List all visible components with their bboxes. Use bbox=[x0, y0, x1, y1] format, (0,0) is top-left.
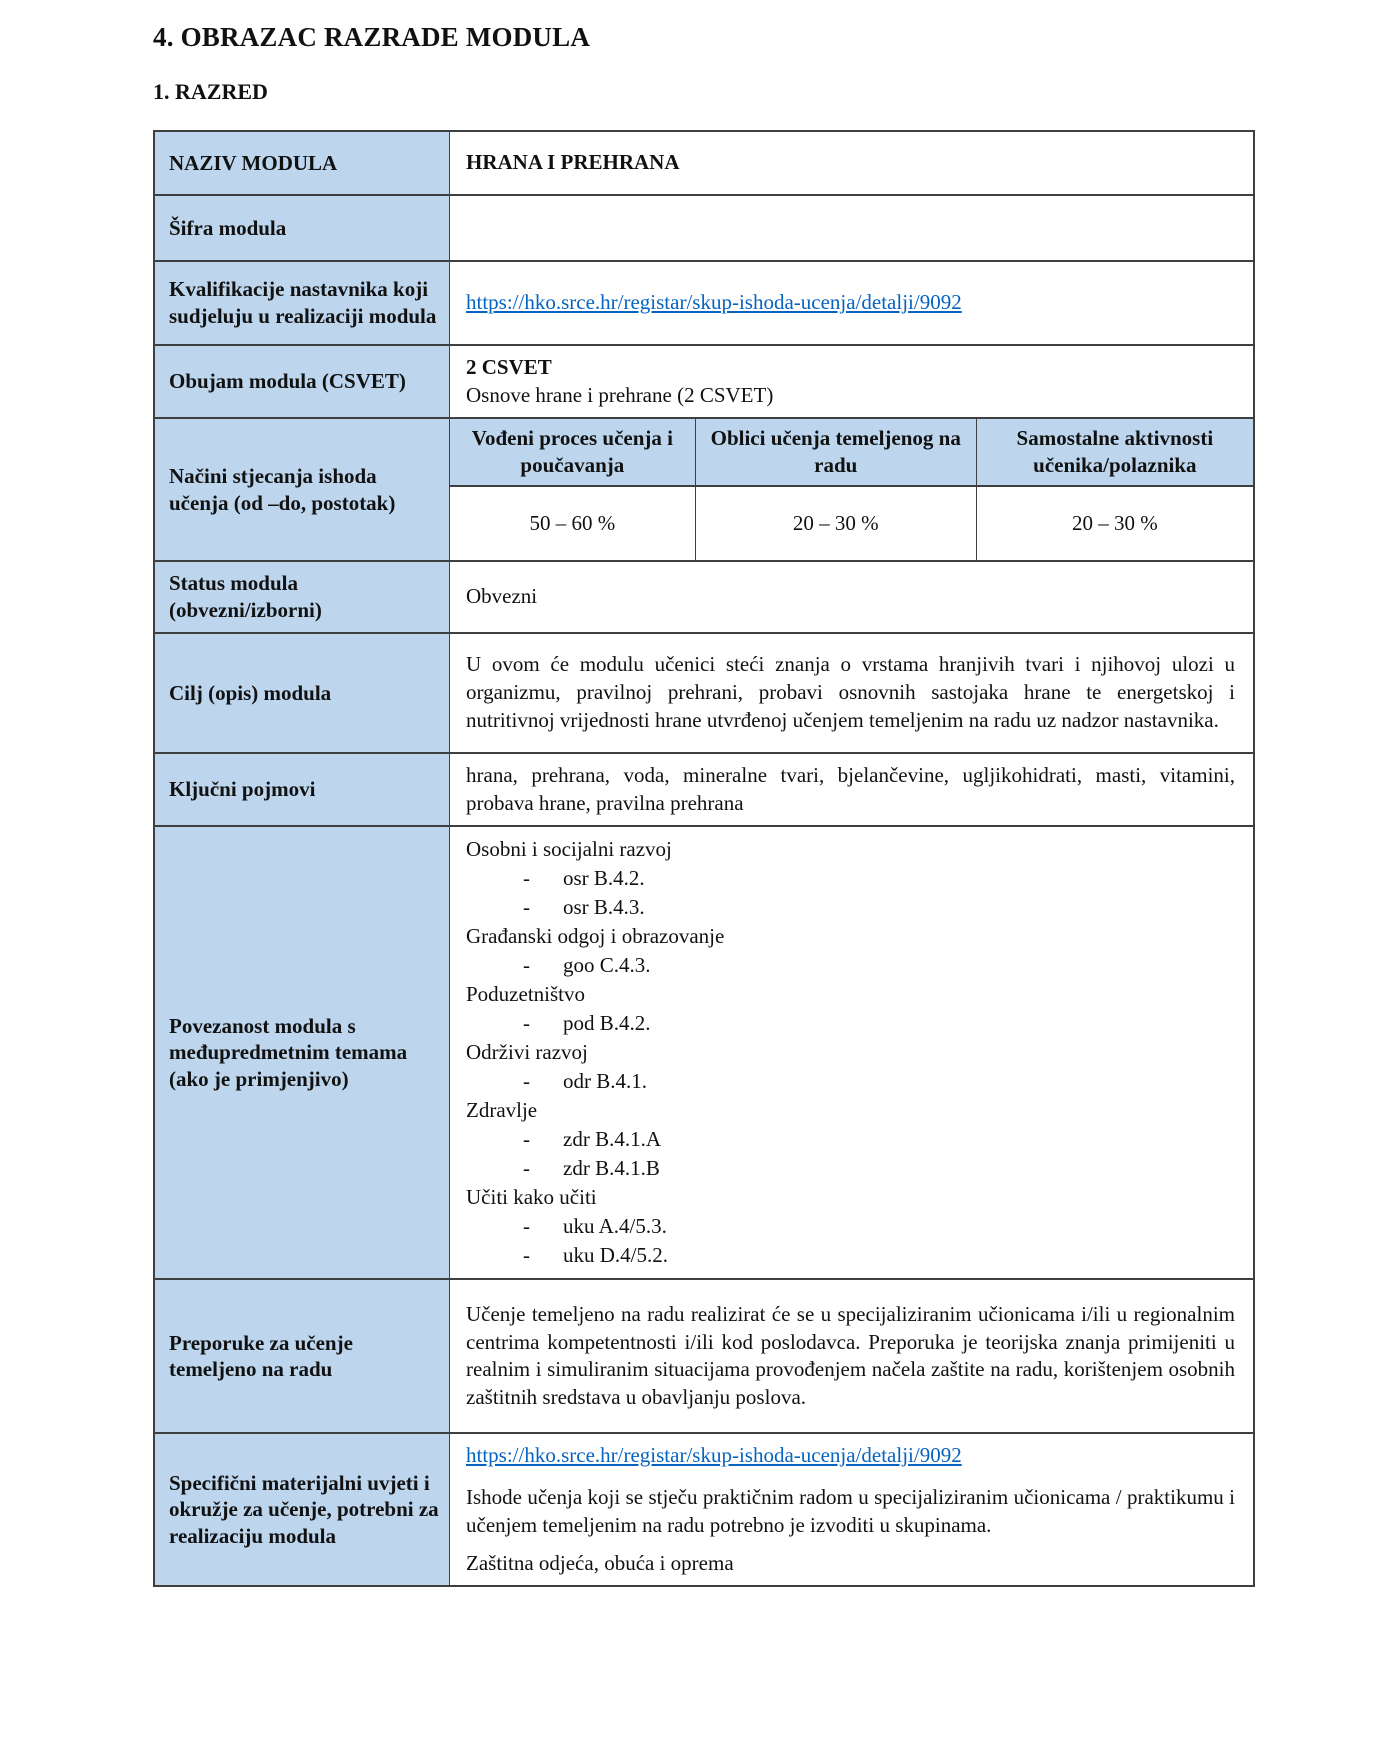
mpt-group-name: Poduzetništvo bbox=[466, 982, 585, 1007]
row-label: Povezanost modula s međupredmetnim temama (ako je primjenjivo) bbox=[155, 827, 450, 1278]
percentage-value: 20 – 30 % bbox=[1071, 511, 1158, 536]
mpt-item: - uku A.4/5.3. bbox=[466, 1212, 1235, 1241]
module-table bbox=[153, 130, 1255, 1587]
nested-col-header: Oblici učenja temeljenog na radu bbox=[696, 419, 977, 487]
row-label: Obujam modula (CSVET) bbox=[155, 346, 450, 417]
mpt-item: - osr B.4.2. bbox=[466, 864, 1235, 893]
module-code-value bbox=[450, 196, 1253, 260]
row-label: Specifični materijalni uvjeti i okružje za učenje, potrebni za realizaciju modula bbox=[155, 1434, 450, 1585]
row-label: Načini stjecanja ishoda učenja (od –do, postotak) bbox=[155, 419, 450, 560]
povezanost-list bbox=[450, 827, 1253, 1278]
mpt-group-name: Osobni i socijalni razvoj bbox=[466, 837, 672, 862]
table-row-kvalifikacije bbox=[155, 260, 1253, 344]
table-row-sifra-modula bbox=[155, 194, 1253, 260]
grade-heading: 1. RAZRED bbox=[153, 79, 268, 104]
hko-link[interactable]: https://hko.srce.hr/registar/skup-ishoda-ucenja/detalji/9092 bbox=[466, 1443, 962, 1468]
mpt-group-name: Održivi razvoj bbox=[466, 1040, 588, 1065]
table-row-nacini-stjecanja bbox=[155, 417, 1253, 560]
mpt-item: - uku D.4/5.2. bbox=[466, 1241, 1235, 1270]
preporuke-text: Učenje temeljeno na radu realizirat će se u specijaliziranim učionicama i/ili u regionalnim centrima kompetentnosti i/ili kod poslodavca. Preporuka je teorijska znanja primijeniti u realnim i simuliranim situacijama provođenjem načela zaštite na radu, korištenjem osobnih zaštitnih sredstava u obavljanju poslova. bbox=[466, 1301, 1235, 1410]
table-row-cilj bbox=[155, 632, 1253, 752]
specificni-paragraph: Ishode učenja koji se stječu praktičnim radom u specijaliziranim učionicama / praktikumu i učenjem temeljenim na radu potrebno je izvoditi u skupinama. bbox=[466, 1485, 1235, 1537]
csvet-amount: 2 CSVET bbox=[466, 355, 552, 379]
nested-col-header: Samostalne aktivnosti učenika/polaznika bbox=[977, 419, 1253, 487]
status-value: Obvezni bbox=[466, 584, 538, 609]
mpt-item: - zdr B.4.1.A bbox=[466, 1125, 1235, 1154]
row-label: Preporuke za učenje temeljeno na radu bbox=[155, 1280, 450, 1432]
row-label: Status modula (obvezni/izborni) bbox=[155, 562, 450, 632]
row-label: Kvalifikacije nastavnika koji sudjeluju u realizaciji modula bbox=[155, 262, 450, 344]
mpt-item: - pod B.4.2. bbox=[466, 1009, 1235, 1038]
table-row-status bbox=[155, 560, 1253, 632]
cilj-description: U ovom će modulu učenici steći znanja o vrstama hranjivih tvari i njihovoj ulozi u organizmu, pravilnoj prehrani, probavi osnovnih sastojaka hrane te energetskoj i nutritivnoj vrijednosti hrane utvrđenoj učenjem temeljenim na radu uz nadzor nastavnika. bbox=[466, 652, 1235, 732]
mpt-item: - odr B.4.1. bbox=[466, 1067, 1235, 1096]
keywords-value: hrana, prehrana, voda, mineralne tvari, bjelančevine, ugljikohidrati, masti, vitamini, probava hrane, pravilna prehrana bbox=[466, 762, 1235, 815]
table-row-preporuke bbox=[155, 1278, 1253, 1432]
percentage-value: 20 – 30 % bbox=[696, 487, 977, 560]
specificni-equipment: Zaštitna odjeća, obuća i oprema bbox=[466, 1550, 734, 1575]
mpt-item: - osr B.4.3. bbox=[466, 893, 1235, 922]
table-row-naziv-modula bbox=[155, 132, 1253, 194]
mpt-item: - goo C.4.3. bbox=[466, 951, 1235, 980]
row-label: Ključni pojmovi bbox=[155, 754, 450, 825]
section-heading: 4. OBRAZAC RAZRADE MODULA bbox=[153, 22, 591, 52]
table-row-povezanost bbox=[155, 825, 1253, 1278]
row-label: Šifra modula bbox=[155, 196, 450, 260]
nested-col-header: Vođeni proces učenja i poučavanja bbox=[450, 419, 696, 487]
row-label: Cilj (opis) modula bbox=[155, 634, 450, 752]
hko-link[interactable]: https://hko.srce.hr/registar/skup-ishoda-ucenja/detalji/9092 bbox=[466, 290, 962, 315]
document-page bbox=[153, 14, 1255, 1587]
nested-header-row bbox=[450, 419, 1253, 487]
nested-value-row bbox=[450, 487, 1253, 560]
row-label: NAZIV MODULA bbox=[155, 132, 450, 194]
csvet-description: Osnove hrane i prehrane (2 CSVET) bbox=[466, 382, 774, 407]
module-name-value: HRANA I PREHRANA bbox=[466, 150, 680, 175]
mpt-item: - zdr B.4.1.B bbox=[466, 1154, 1235, 1183]
mpt-group-name: Zdravlje bbox=[466, 1098, 538, 1123]
table-row-obujam bbox=[155, 344, 1253, 417]
mpt-group-name: Građanski odgoj i obrazovanje bbox=[466, 924, 725, 949]
table-row-specificni-uvjeti bbox=[155, 1432, 1253, 1585]
mpt-group-name: Učiti kako učiti bbox=[466, 1185, 597, 1210]
percentage-value: 50 – 60 % bbox=[450, 487, 696, 560]
table-row-kljucni-pojmovi bbox=[155, 752, 1253, 825]
